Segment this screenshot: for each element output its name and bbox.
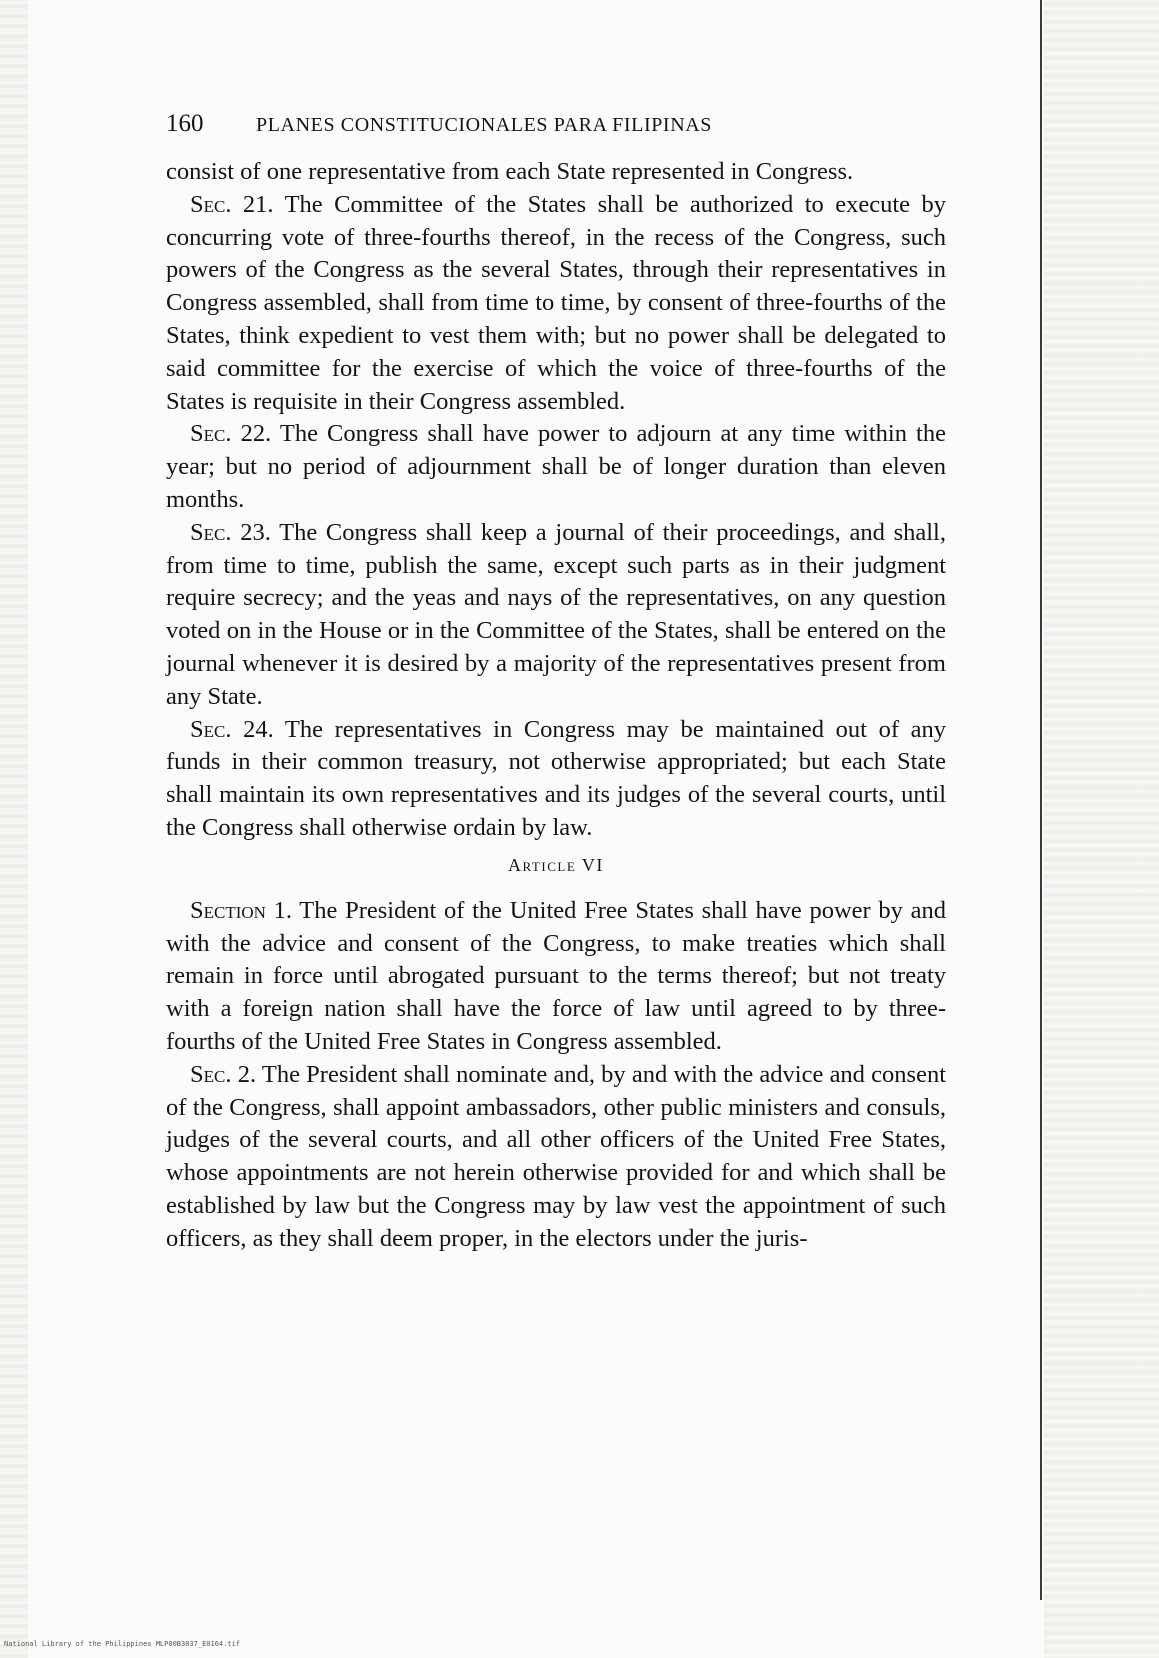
article-6-section-2 [166,1059,946,1256]
paragraph-text: consist of one representative from each State represented in Congress. [166,158,854,185]
section-text: The Committee of the States shall be authorized to execute by concurring vote of three-fourths thereof, in the recess of the Congress, such powers of the Congress as the several States, through their representatives in Congress assembled, shall from time to time, by consent of three-fourths of the States, think expedient to vest them with; but no power shall be delegated to said committee for the exercise of which the voice of three-fourths of the States is requisite in their Congress assembled. [166,190,946,415]
section-label: Section 1. [190,896,293,924]
section-label: Sec. 24. [190,715,274,743]
section-text: The President shall nominate and, by and with the advice and consent of the Congress, shall appoint ambassadors, other public ministers and consuls, judges of the several courts, and all other officers of the United Free States, whose appointments are not herein otherwise provided for and which shall be established by law but the Congress may by law vest the appointment of such officers, as they shall deem proper, in the electors under the juris- [166,1060,946,1252]
section-text: The President of the United Free States shall have power by and with the advice and consent of the Congress, to make treaties which shall remain in force until abrogated pursuant to the terms thereof; but not treaty with a foreign nation shall have the force of law until agreed to by three-fourths of the United Free States in Congress assembled. [166,896,946,1055]
section-text: The representatives in Congress may be maintained out of any funds in their common treasury, not otherwise appropriated; but each State shall maintain its own representatives and its judges of the several courts, until the Congress shall otherwise ordain by law. [166,715,946,841]
scan-binding-edge [1020,0,1159,1658]
section-22 [166,418,946,516]
section-24 [166,714,946,845]
page-number: 160 [166,110,204,137]
running-head [166,110,946,156]
section-label: Sec. 22. [190,420,272,448]
page-text [166,110,946,1256]
section-label: Sec. 21. [190,190,274,218]
scan-footer-note: National Library of the Philippines MLP00B3037_E0164.tif [4,1640,241,1648]
section-label: Sec. 2. [190,1060,257,1088]
binding-line [1040,0,1042,1600]
paragraph-continuation [166,156,946,189]
section-text: The Congress shall have power to adjourn at any time within the year; but no period of adjournment shall be of longer duration than eleven months. [166,420,946,513]
scan-edge-left [0,0,28,1658]
section-text: The Congress shall keep a journal of their proceedings, and shall, from time to time, publish the same, except such parts as in their judgment require secrecy; and the yeas and nays of the representatives, on any question voted on in the House or in the Committee of the States, shall be entered on the journal whenever it is desired by a majority of the representatives present from any State. [166,518,946,710]
article-heading: Article VI [508,854,604,875]
section-label: Sec. 23. [190,518,271,546]
binding-shadow [1044,0,1159,1658]
section-21 [166,189,946,419]
section-23 [166,517,946,714]
article-6-section-1 [166,895,946,1059]
running-title: PLANES CONSTITUCIONALES PARA FILIPINAS [256,114,713,136]
